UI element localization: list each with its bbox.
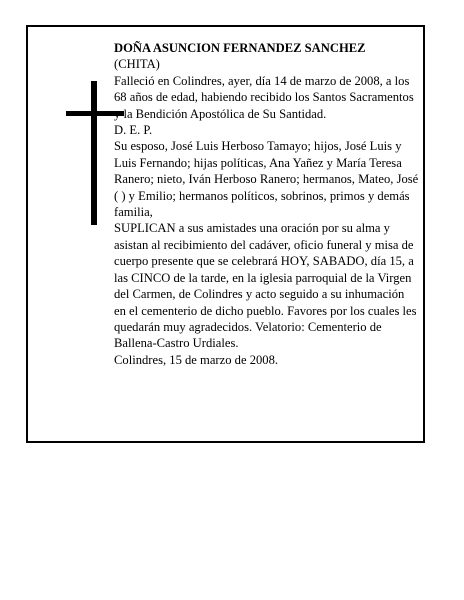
place-and-date: Colindres, 15 de marzo de 2008. xyxy=(114,352,279,367)
funeral-request: SUPLICAN a sus amistades una oración por su alma y asistan al recibimiento del cadáver, oficio funeral y misa de cuerpo presente que se celebrará HOY, SABADO, día 15, a las CINCO de la tarde, en la iglesia parroquial de la Virgen del Carmen, de Colindres y acto seguido a su inhumación en el cementerio de dicho pueblo. Favores por los cuales les quedarán muy agradecidos. Velatorio: Cementerio de Ballena-Castro Urdiales. xyxy=(114,221,417,351)
cross-vertical-bar xyxy=(91,81,97,225)
rest-in-peace: D. E. P. xyxy=(114,123,153,138)
death-announcement: Falleció en Colindres, ayer, día 14 de marzo de 2008, a los 68 años de edad, habiendo recibido los Santos Sacramentos y la Bendición Apostólica de Su Santidad. xyxy=(114,73,414,121)
deceased-name: DOÑA ASUNCION FERNANDEZ SANCHEZ xyxy=(114,41,366,55)
obituary-text xyxy=(114,40,419,368)
family-list: Su esposo, José Luis Herboso Tamayo; hijos, José Luis y Luis Fernando; hijas políticas, Ana Yañez y María Teresa Ranero; nieto, Iván Herboso Ranero; hermanos, Mateo, José ( ) y Emilio; hermanos políticos, sobrinos, primos y demás familia, xyxy=(114,139,419,220)
deceased-nickname: (CHITA) xyxy=(114,57,160,72)
